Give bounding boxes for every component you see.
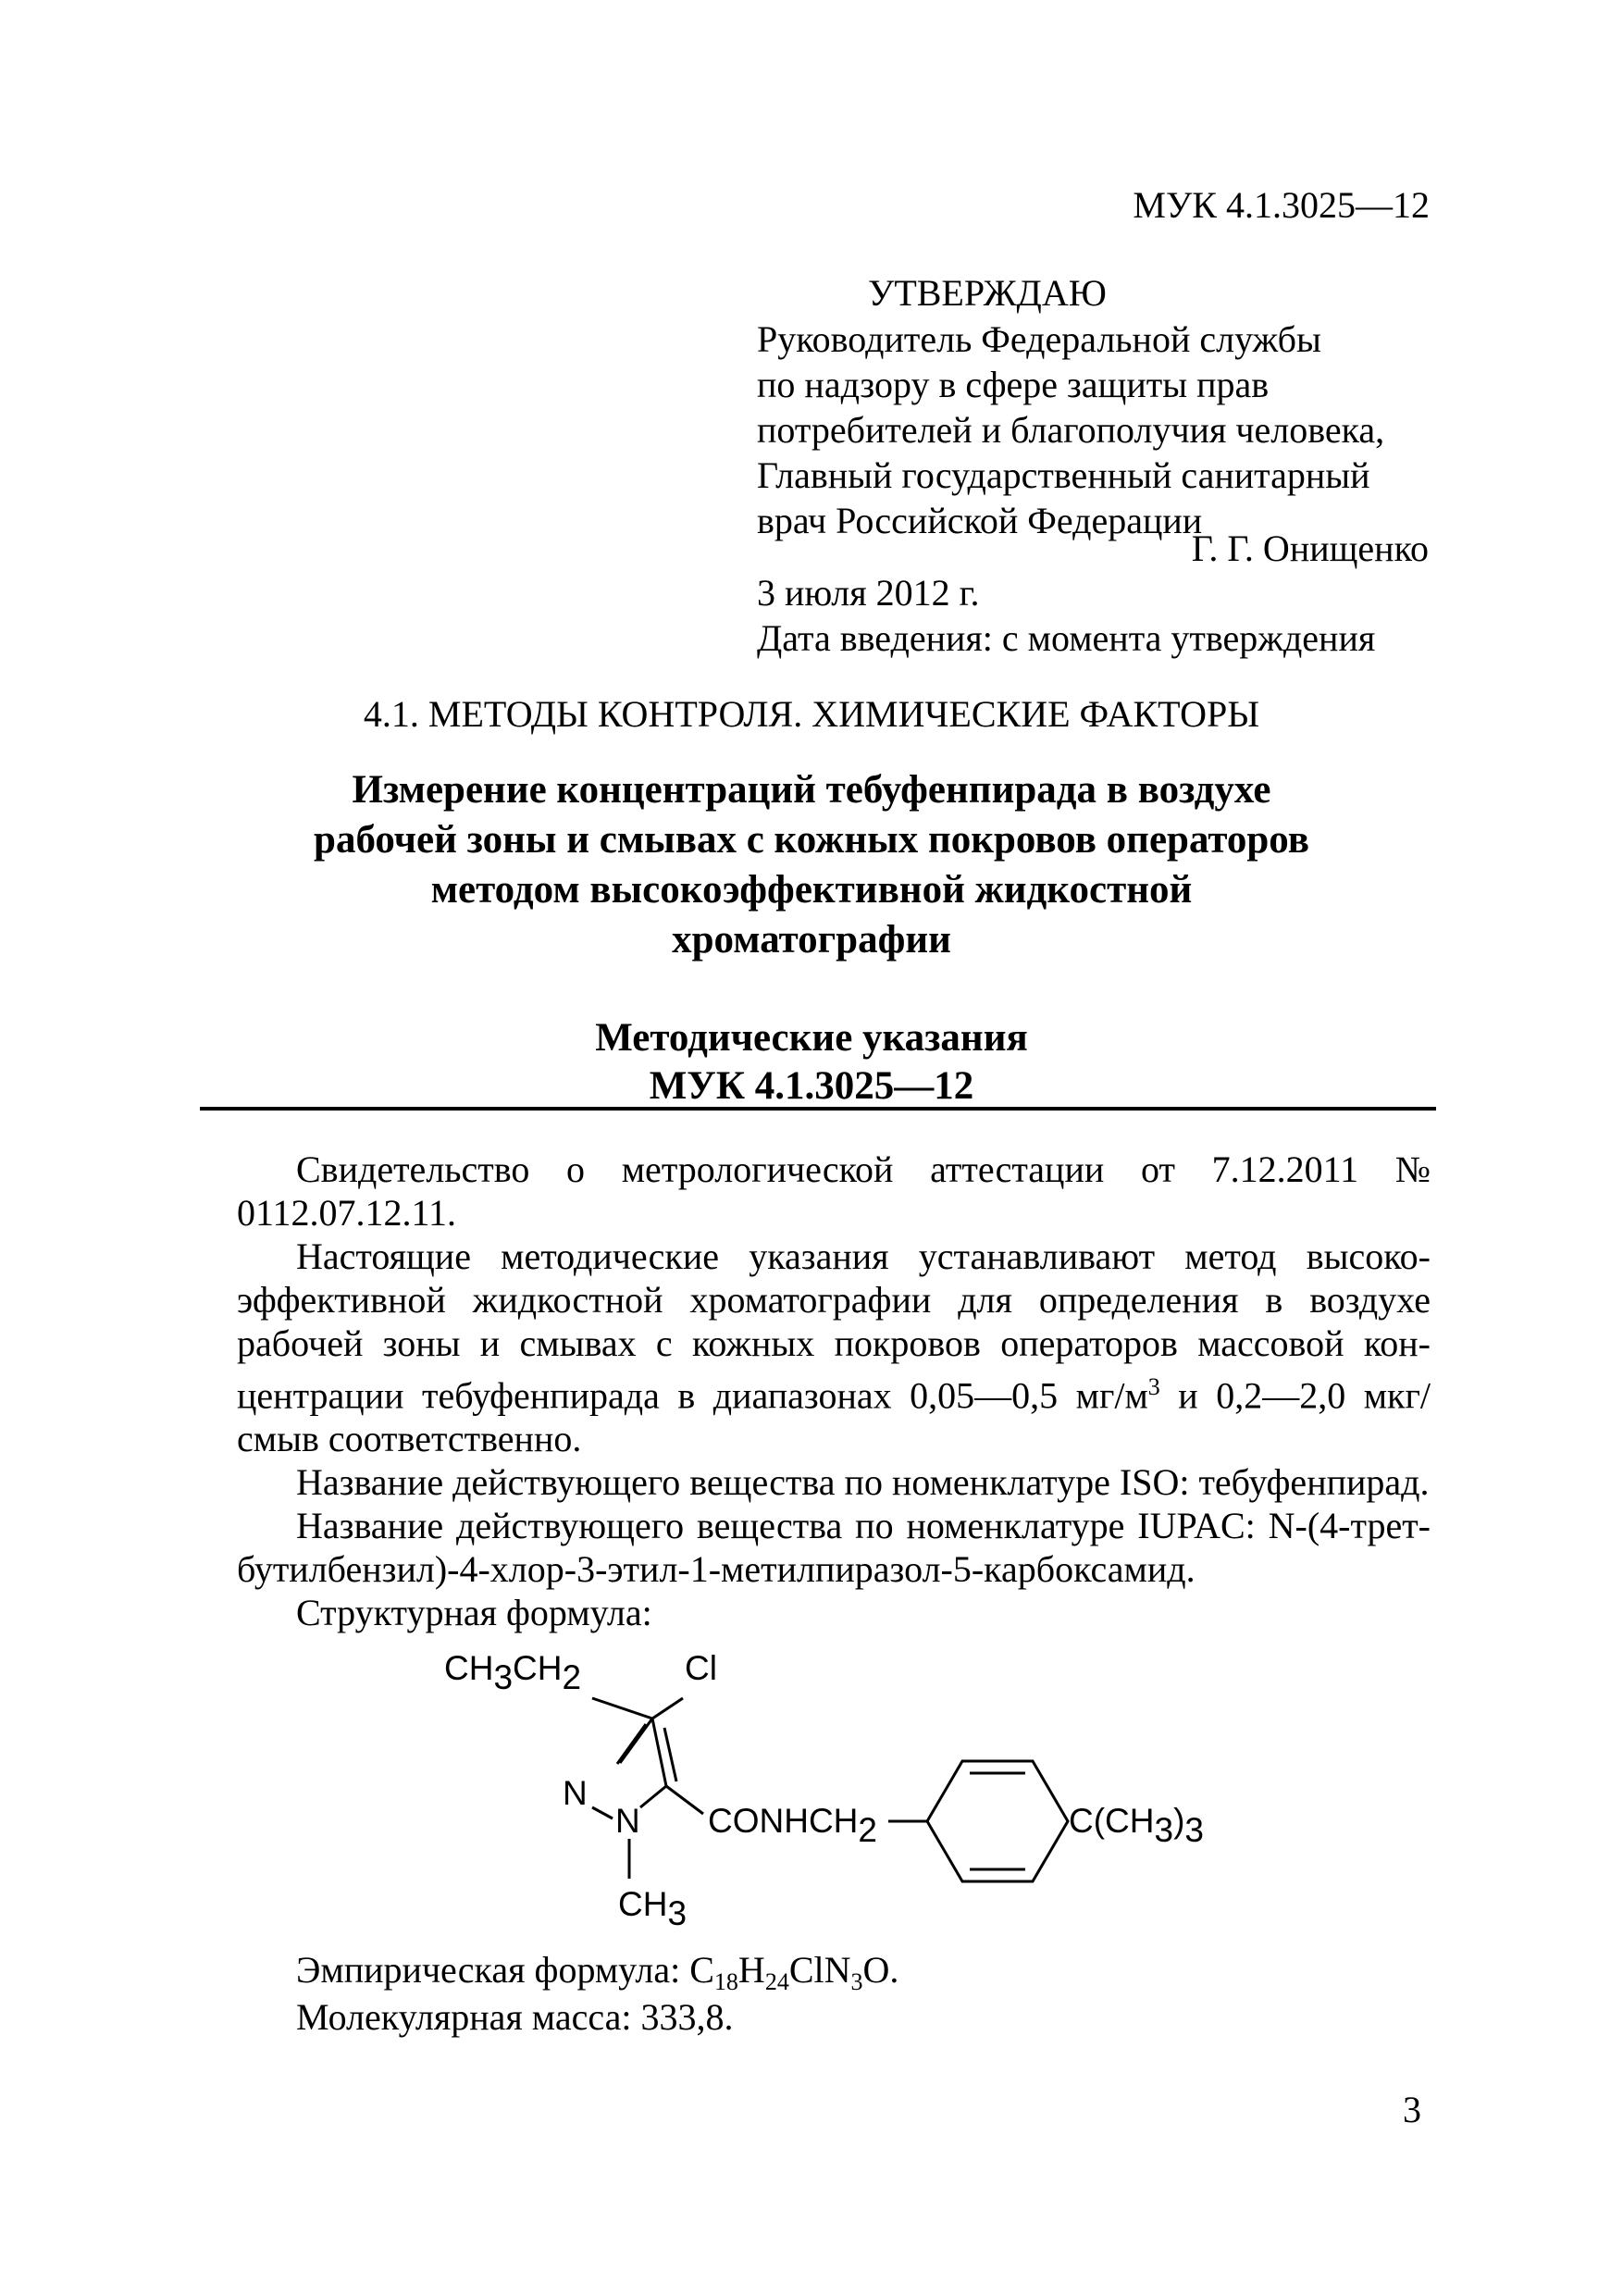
element-h: H [737,1949,765,1991]
chlorine-label: Cl [685,1649,717,1687]
title-line: Измерение концентраций тебуфенпирада в воздухе [352,768,1271,812]
title-line: рабочей зоны и смывах с кожных покровов операторов [314,818,1309,862]
title-line: хроматографии [672,918,951,962]
amide-group-label: CONHCH2 [708,1802,877,1849]
methyl-group-label: CH3 [618,1885,688,1932]
element-c: C [689,1949,714,1991]
introduction-date: Дата введения: с момента утверждения [757,617,1376,659]
empirical-label: Эмпирическая формула: [296,1949,690,1991]
approval-line: по надзору в сфере защиты прав [757,364,1270,405]
element-cln: ClN [788,1949,851,1991]
subtitle-code: МУК 4.1.3025—12 [649,1064,974,1108]
approval-block [757,316,1442,543]
ethyl-group-label: CH3CH2 [444,1649,582,1696]
molar-mass: Молекулярная масса: 333,8. [296,1996,734,2038]
nitrogen-2-label: N [563,1774,588,1812]
document-title [167,765,1456,965]
document-code: МУК 4.1.3025—12 [1133,184,1430,226]
subscript: 18 [713,1968,738,1995]
subscript: 24 [764,1968,789,1995]
document-subtitle [167,1014,1456,1111]
bond [652,1698,683,1719]
approval-line: врач Российской Федерации [757,500,1203,541]
approval-line: потребителей и благополучия человека, [757,409,1385,451]
body-text [237,1148,1431,1634]
bond [640,1786,666,1807]
subtitle-text: Методические указания [595,1016,1028,1060]
title-line: методом высокоэффективной жидкостной [430,868,1193,912]
iso-name-paragraph: Название действующего вещества по номенклатуре ISO: тебуфенпирад. [296,1461,1430,1504]
benzene-ring [927,1761,1068,1881]
scope-text: Настоящие методические указания устанавливают метод высокоэффективной жидкостной хроматографии для определения в воздухе рабочей зоны и смывах с кожных покровов операторов массовой концентрации тебуфенпирада в диапазонах 0,05—0,5 мг/м [237,1235,1431,1417]
bond [666,1786,703,1814]
approval-line: Руководитель Федеральной службы [757,318,1321,360]
structural-formula-label: Структурная формула: [296,1592,652,1634]
bond [620,1719,652,1763]
tert-butyl-group-label: C(CH3)3 [1069,1802,1204,1849]
signatory-name: Г. Г. Онищенко [1191,527,1429,569]
empirical-formula [296,1948,899,1995]
structural-formula-drawing [407,1643,1240,1948]
bond-lines [592,1698,1068,1881]
section-heading: 4.1. МЕТОДЫ КОНТРОЛЯ. ХИМИЧЕСКИЕ ФАКТОРЫ [363,693,1260,735]
element-o: O. [862,1949,899,1991]
page-number: 3 [1403,2089,1421,2130]
scope-superscript: 3 [1147,1373,1160,1400]
scope-text-end: и 0,2—2,0 мкг/смыв соответственно. [237,1374,1431,1460]
bond [592,1807,613,1818]
subscript: 3 [850,1968,863,1995]
nitrogen-1-label: N [615,1802,640,1840]
bond [664,1728,676,1781]
iupac-name-paragraph: Название действующего вещества по номенклатуре IUPAC: N-(4-трет-бутилбензил)-4-хлор-3-этил-1-метилпиразол-5-карбоксамид. [237,1505,1431,1591]
bond [617,1724,646,1764]
scope-paragraph [237,1235,1431,1460]
structural-formula [407,1643,1240,1948]
approval-title: УТВЕРЖДАЮ [868,272,1107,314]
approval-line: Главный государственный санитарный [757,454,1370,496]
divider [200,1107,1436,1111]
certificate-paragraph: Свидетельство о метрологической аттестации от 7.12.2011 № 0112.07.12.11. [237,1148,1431,1234]
approval-date: 3 июля 2012 г. [757,572,980,614]
bond [592,1698,652,1719]
